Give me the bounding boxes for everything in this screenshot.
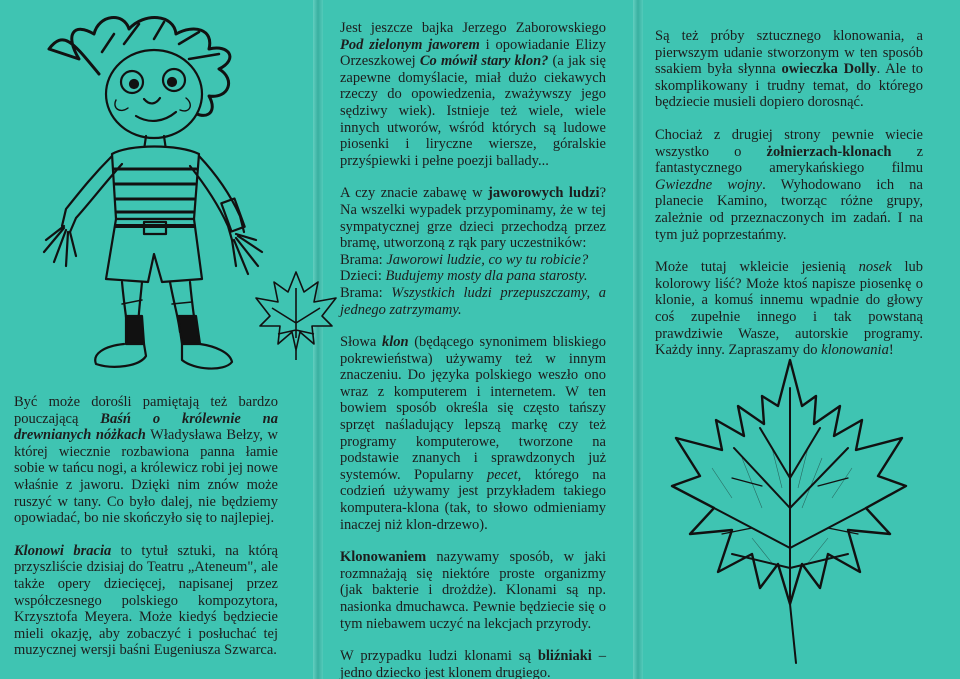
middle-panel-text: [340, 20, 606, 679]
title-basn-o-krolewnie: Baśń o królewnie na drewnianych nóżkach: [14, 410, 278, 444]
paragraph-klonowi-bracia: Klonowi bracia to tytuł sztuki, na którą przyszliście dzisiaj do Teatru „Ateneum", ale także opery dziecięcej, napisanej przez współczesnego polskiego kompozytora, Krzysztofa Meyera. Może kiedyś będziecie mieli okazję, aby zobaczyć i posłuchać tej muzycznej wersji baśni Eugeniusza Szwarca.: [14, 542, 278, 659]
title-klonowi-bracia: Klonowi bracia: [14, 542, 112, 559]
title-co-mowil-stary-klon: Co mówił stary klon?: [419, 53, 549, 70]
maple-leaf-illustration: [652, 358, 912, 668]
left-panel-text: [14, 394, 278, 659]
small-maple-leaf-illustration: [252, 268, 342, 363]
fold-line-right: [633, 0, 643, 679]
paragraph-dolly: Są też próby sztucznego klonowania, a pierwszym udanie stworzonym w ten sposób ssakiem była słynna owieczka Dolly. Ale to skomplikowany i trudny temat, do którego będziecie musieli dopiero dorosnąć.: [655, 28, 923, 111]
right-panel-text: [655, 28, 923, 359]
paragraph-utwory: Jest jeszcze bajka Jerzego Zaborowskiego Pod zielonym jaworem i opowiadanie Elizy Orzeszkowej Co mówił stary klon? (a jak się zapewne domyślacie, miał dużo ciekawych rzeczy do opowiedzenia, zważywszy jego sędziwy wiek). Istnieje też wiele, wiele innych utworów, wśród których są ludowe piosenki i liryczne wiersze, góralskie przyśpiewki i pełne poezji ballady...: [340, 20, 606, 169]
paragraph-bajka-belzy: Być może dorośli pamiętają też bardzo pouczającą Baśń o królewnie na drewnianych nóżkach Władysława Bełzy, w której wiecznie rozbawiona panna łamie sobie w tańcu nogi, a królewicz robi jej nowe właśnie z jaworu. Dzięki nim znów może ruszyć w tany. Co było dalej, nie będziemy opowiadać, bo nie skończyło się to najlepiej.: [14, 394, 278, 527]
paragraph-gwiezdne-wojny: Chociaż z drugiej strony pewnie wiecie wszystko o żołnierzach-klonach z fantastycznego amerykańskiego filmu Gwiezdne wojny. Wyhodowano ich na planecie Kamino, tworząc różne grupy, zależnie od przeznaczonych im zadań. I na tym już poprzestańmy.: [655, 126, 923, 243]
paragraph-slowo-klon: Słowa klon (będącego synonimem bliskiego pokrewieństwa) używamy też w innym znaczeniu. Do języka polskiego weszło ono wraz z komputerem i internetem. W ten bowiem sposób określa się często tańszy sprzęt naśladujący lepszą markę czy też programy komputerowe, tworzone na podstawie znanych i sprawdzonych już systemów. Popularny pecet, którego na codzień używamy jest przykładem takiego komputera-klona (tak, to słowo odmieniamy inaczej niż klon-drzewo).: [340, 334, 606, 533]
paragraph-klonowanie: Klonowaniem nazywamy sposób, w jaki rozmnażają się niektóre proste organizmy (jak bakterie i drożdże). Klonami są np. nasionka dmuchawca. Pewnie będziecie się o tym niebawem uczyć na lekcjach przyrody.: [340, 549, 606, 632]
paragraph-zaproszenie: Może tutaj wkleicie jesienią nosek lub kolorowy liść? Może ktoś napisze piosenkę o klonie, a komuś innemu wpadnie do głowy coś zupełnie innego i tak powstaną prawdziwie Wasze, autorskie programy. Każdy inny. Zapraszamy do klonowania!: [655, 259, 924, 359]
paragraph-zabawa: A czy znacie zabawę w jaworowych ludzi? Na wszelki wypadek przypominamy, że w tej sympatycznej grze dzieci przechodzą przez bramę, utworzoną z rąk pary uczestników: Brama: Jaworowi ludzie, co wy tu robicie? Dzieci: Budujemy mosty dla pana starosty. Brama: Wszystkich ludzi przepuszczamy, a jednego zatrzymamy.: [340, 185, 607, 318]
paragraph-blizniaki: W przypadku ludzi klonami są bliźniaki – jedno dziecko jest klonem drugiego.: [340, 648, 606, 679]
title-pod-zielonym-jaworem: Pod zielonym jaworem: [340, 36, 480, 53]
